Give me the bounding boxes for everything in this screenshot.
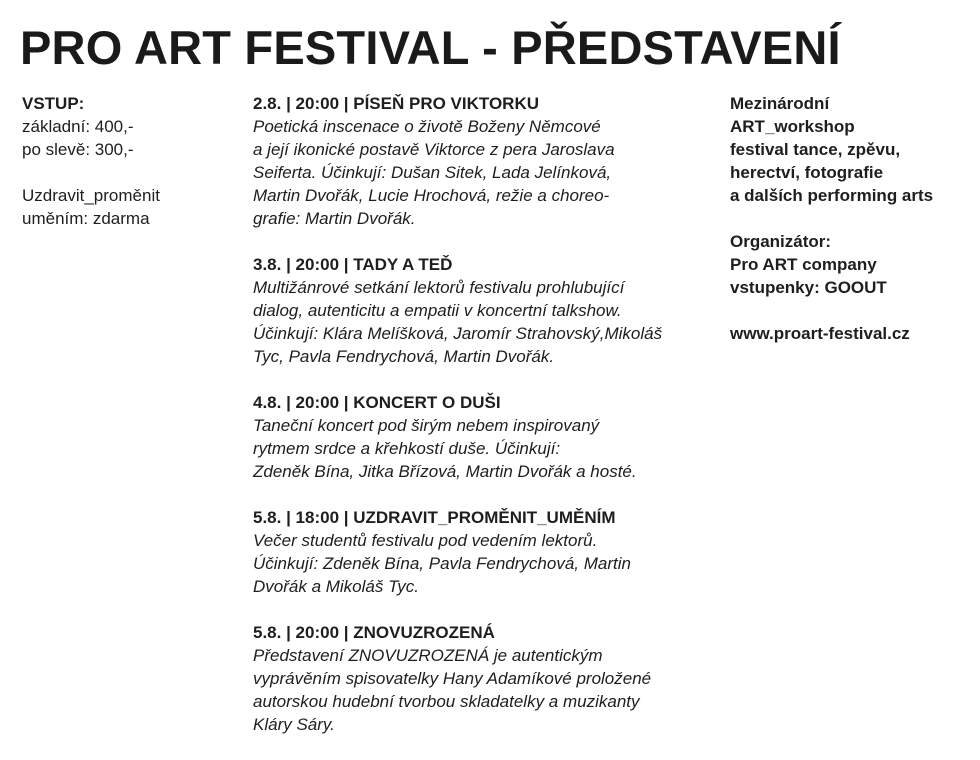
event-item <box>253 391 723 483</box>
event-desc-line: Večer studentů festivalu pod vedením lektorů. <box>253 531 598 550</box>
event-desc-line: Poetická inscenace o životě Boženy Němcové <box>253 117 601 136</box>
organizer-line: Organizátor: <box>730 232 832 251</box>
event-item <box>253 621 723 736</box>
event-header: 5.8. | 18:00 | UZDRAVIT_PROMĚNIT_UMĚNÍM <box>253 508 616 527</box>
workshop-line: festival tance, zpěvu, <box>730 140 901 159</box>
event-desc-line: Účinkují: Klára Melíšková, Jaromír Strahovský,Mikoláš <box>253 324 663 343</box>
workshop-line: herectví, fotografie <box>730 163 884 182</box>
event-item <box>253 92 723 230</box>
info-section <box>730 92 975 345</box>
workshop-line: ART_workshop <box>730 117 855 136</box>
event-header: 3.8. | 20:00 | TADY A TEĎ <box>253 255 453 274</box>
event-desc-line: Představení ZNOVUZROZENÁ je autentickým <box>253 646 603 665</box>
entry-price-line: po slevě: 300,- <box>22 140 134 159</box>
page-title: PRO ART FESTIVAL - PŘEDSTAVENÍ <box>20 21 841 74</box>
event-description <box>253 115 723 230</box>
event-desc-line: Tyc, Pavla Fendrychová, Martin Dvořák. <box>253 347 555 366</box>
event-desc-line: Seiferta. Účinkují: Dušan Sitek, Lada Jelínková, <box>253 163 612 182</box>
event-description <box>253 644 723 736</box>
entry-heading: VSTUP: <box>22 94 85 113</box>
spacer <box>730 299 975 322</box>
event-desc-line: Zdeněk Bína, Jitka Břízová, Martin Dvořák a hosté. <box>253 462 637 481</box>
website-link[interactable]: www.proart-festival.cz <box>730 324 910 343</box>
workshop-line: Mezinárodní <box>730 94 830 113</box>
event-item <box>253 253 723 368</box>
entry-extra-line: Uzdravit_proměnit <box>22 186 160 205</box>
event-header: 5.8. | 20:00 | ZNOVUZROZENÁ <box>253 623 495 642</box>
event-description <box>253 414 723 483</box>
event-desc-line: Martin Dvořák, Lucie Hrochová, režie a choreo- <box>253 186 610 205</box>
event-description <box>253 529 723 598</box>
event-desc-line: Taneční koncert pod širým nebem inspirovaný <box>253 416 600 435</box>
event-item <box>253 506 723 598</box>
event-desc-line: Účinkují: Zdeněk Bína, Pavla Fendrychová, Martin <box>253 554 631 573</box>
organizer-line: vstupenky: GOOUT <box>730 278 887 297</box>
event-desc-line: autorskou hudební tvorbou skladatelky a muzikanty <box>253 692 640 711</box>
program-list <box>253 92 723 759</box>
spacer <box>730 207 975 230</box>
spacer <box>22 161 237 184</box>
event-header: 4.8. | 20:00 | KONCERT O DUŠI <box>253 393 501 412</box>
event-desc-line: a její ikonické postavě Viktorce z pera Jaroslava <box>253 140 615 159</box>
event-desc-line: dialog, autenticitu a empatii v koncertní talkshow. <box>253 301 622 320</box>
event-desc-line: rytmem srdce a křehkostí duše. Účinkují: <box>253 439 561 458</box>
event-desc-line: Dvořák a Mikoláš Tyc. <box>253 577 419 596</box>
event-desc-line: vyprávěním spisovatelky Hany Adamíkové proložené <box>253 669 652 688</box>
event-desc-line: Multižánrové setkání lektorů festivalu prohlubující <box>253 278 625 297</box>
workshop-line: a dalších performing arts <box>730 186 934 205</box>
event-desc-line: grafie: Martin Dvořák. <box>253 209 416 228</box>
entry-price-line: základní: 400,- <box>22 117 134 136</box>
event-description <box>253 276 723 368</box>
event-header: 2.8. | 20:00 | PÍSEŇ PRO VIKTORKU <box>253 94 540 113</box>
event-desc-line: Kláry Sáry. <box>253 715 335 734</box>
organizer-line: Pro ART company <box>730 255 877 274</box>
entry-extra-line: uměním: zdarma <box>22 209 150 228</box>
entry-section <box>22 92 237 230</box>
